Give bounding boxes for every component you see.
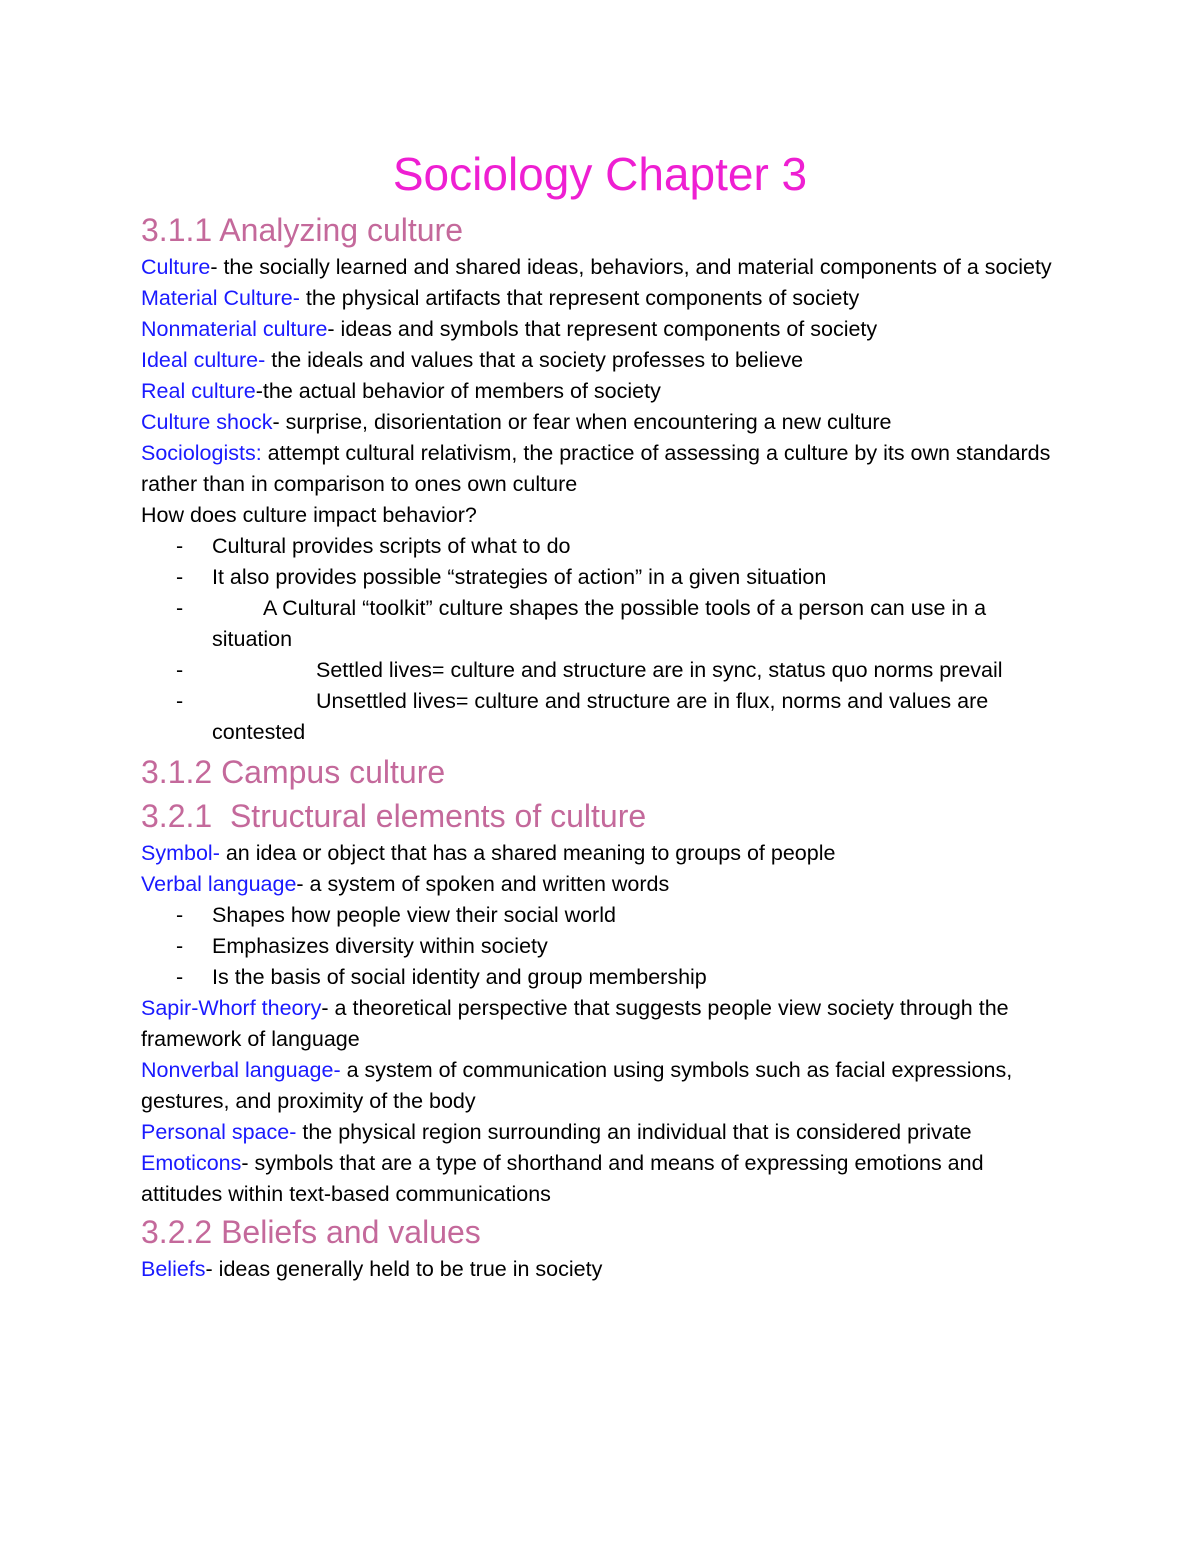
definition-material-culture	[141, 283, 1066, 314]
definition-nonverbal-language	[141, 1055, 1066, 1117]
definition-sociologists	[141, 438, 1066, 500]
definition-text: - symbols that are a type of shorthand and means of expressing emotions and attitudes within text-based communications	[141, 1151, 984, 1206]
term: Beliefs	[141, 1257, 206, 1281]
definition-text: - ideas and symbols that represent components of society	[327, 317, 878, 341]
term: Nonmaterial culture	[141, 317, 328, 341]
term: Verbal language	[141, 872, 297, 896]
definition-text: - a theoretical perspective that suggests people view society through the framework of language	[141, 996, 1009, 1051]
term: Personal space-	[141, 1120, 297, 1144]
definition-text: - surprise, disorientation or fear when encountering a new culture	[272, 410, 892, 434]
definition-text: the physical region surrounding an individual that is considered private	[296, 1120, 972, 1144]
definition-emoticons	[141, 1148, 1066, 1210]
term: Ideal culture-	[141, 348, 266, 372]
page-title: Sociology Chapter 3	[392, 148, 808, 200]
term: Symbol-	[141, 841, 220, 865]
definition-culture	[141, 252, 1066, 283]
list-item: - Cultural provides scripts of what to do	[212, 531, 1066, 562]
definition-text: -the actual behavior of members of society	[255, 379, 661, 403]
term: Sapir-Whorf theory	[141, 996, 322, 1020]
definition-symbol	[141, 838, 1066, 869]
term: Nonverbal language-	[141, 1058, 341, 1082]
definition-text: a system of communication using symbols such as facial expressions, gestures, and proximity of the body	[141, 1058, 1013, 1113]
definition-culture-shock	[141, 407, 1066, 438]
definition-verbal-language	[141, 869, 1066, 900]
list-item: - Is the basis of social identity and group membership	[212, 962, 1066, 993]
list-item-text: Settled lives= culture and structure are in sync, status quo norms prevail	[316, 658, 1003, 682]
definition-text: - a system of spoken and written words	[296, 872, 670, 896]
list-item: - Emphasizes diversity within society	[212, 931, 1066, 962]
definition-text: an idea or object that has a shared meaning to groups of people	[219, 841, 836, 865]
term: Material Culture-	[141, 286, 300, 310]
document-page	[141, 140, 1066, 1285]
question-culture-impact: How does culture impact behavior?	[141, 503, 477, 527]
heading-structural-elements: 3.2.1 Structural elements of culture	[141, 798, 647, 834]
verbal-language-list	[141, 900, 1066, 993]
term: Sociologists:	[141, 441, 262, 465]
term: Real culture	[141, 379, 256, 403]
term: Emoticons	[141, 1151, 242, 1175]
list-item	[212, 593, 1066, 655]
definition-text: - the socially learned and shared ideas, behaviors, and material components of a society	[210, 255, 1052, 279]
heading-analyzing-culture: 3.1.1 Analyzing culture	[141, 212, 463, 248]
definition-sapir-whorf	[141, 993, 1066, 1055]
definition-text: the physical artifacts that represent components of society	[299, 286, 860, 310]
heading-campus-culture: 3.1.2 Campus culture	[141, 754, 446, 790]
definition-text: attempt cultural relativism, the practice of assessing a culture by its own standards rather than in comparison to ones own culture	[141, 441, 1051, 496]
list-item: - Shapes how people view their social world	[212, 900, 1066, 931]
list-item-text: Unsettled lives= culture and structure are in flux, norms and values are contested	[212, 689, 989, 744]
culture-impact-list	[141, 531, 1066, 748]
definition-ideal-culture	[141, 345, 1066, 376]
definition-beliefs	[141, 1254, 1066, 1285]
definition-personal-space	[141, 1117, 1066, 1148]
term: Culture	[141, 255, 211, 279]
definition-nonmaterial-culture	[141, 314, 1066, 345]
heading-beliefs-values: 3.2.2 Beliefs and values	[141, 1214, 481, 1250]
term: Culture shock	[141, 410, 273, 434]
list-item	[212, 655, 1066, 686]
definition-text: the ideals and values that a society professes to believe	[265, 348, 804, 372]
list-item-text: A Cultural “toolkit” culture shapes the possible tools of a person can use in a situation	[212, 596, 987, 651]
list-item	[212, 686, 1066, 748]
list-item: - It also provides possible “strategies of action” in a given situation	[212, 562, 1066, 593]
definition-text: - ideas generally held to be true in society	[205, 1257, 603, 1281]
definition-real-culture	[141, 376, 1066, 407]
